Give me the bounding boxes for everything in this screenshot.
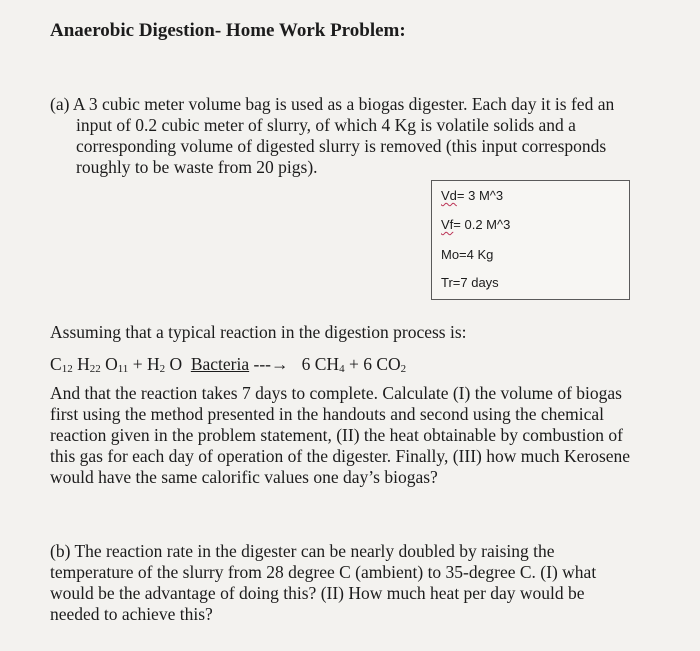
part-a-question: [50, 383, 660, 488]
question-line: And that the reaction takes 7 days to complete. Calculate (I) the volume of biogas: [50, 383, 622, 403]
question-line: first using the method presented in the handouts and second using the chemical: [50, 404, 605, 424]
plus-sign: +: [132, 354, 143, 374]
part-a-statement: [50, 94, 660, 178]
question-line: would have the same calorific values one day’s biogas?: [50, 467, 438, 487]
vd-label: Vd: [441, 188, 457, 203]
mo-value: Mo=4 Kg: [441, 247, 494, 262]
tr-value: Tr=7 days: [441, 275, 499, 290]
part-b-line: would be the advantage of doing this? (II) How much heat per day would be: [50, 583, 585, 603]
product-methane: 6 $CH_4$: [301, 354, 345, 375]
part-a-line: input of 0.2 cubic meter of slurry, of which 4 Kg is volatile solids and a: [76, 115, 576, 135]
product-co2: 6 $CO_2$: [363, 354, 407, 375]
part-a-line: roughly to be waste from 20 pigs).: [76, 157, 318, 177]
vf-label: Vf: [441, 217, 454, 232]
given-values-box: [431, 180, 630, 300]
assumption-text: Assuming that a typical reaction in the digestion process is:: [50, 322, 467, 342]
part-b-line: (b) The reaction rate in the digester can be nearly doubled by raising the: [50, 541, 555, 561]
part-b-line: needed to achieve this?: [50, 604, 213, 624]
question-line: this gas for each day of operation of the digester. Finally, (III) how much Kerosene: [50, 446, 631, 466]
part-a-line: corresponding volume of digested slurry is removed (this input corresponds: [76, 136, 607, 156]
part-b-line: temperature of the slurry from 28 degree C (ambient) to 35-degree C. (I) what: [50, 562, 597, 582]
question-line: reaction given in the problem statement, (II) the heat obtainable by combustion of: [50, 425, 623, 445]
chemical-reaction: [50, 354, 406, 375]
vf-value: [441, 217, 510, 232]
catalyst-bacteria: Bacteria: [190, 354, 250, 374]
reaction-arrow: ---→: [253, 354, 289, 374]
reactant-water: $H_2$ O: [146, 354, 183, 375]
part-b-question: [50, 541, 660, 625]
vd-rest: = 3 M^3: [456, 188, 504, 203]
vf-rest: = 0.2 M^3: [453, 217, 511, 232]
part-a-line: (a) A 3 cubic meter volume bag is used as a biogas digester. Each day it is fed an: [50, 94, 615, 114]
reactant-sucrose: $C_{12}$ $H_{22}$ $O_{11}$: [50, 354, 129, 375]
plus-sign: +: [348, 354, 359, 374]
vd-value: [441, 188, 503, 203]
page-title: Anaerobic Digestion- Home Work Problem:: [50, 20, 406, 41]
